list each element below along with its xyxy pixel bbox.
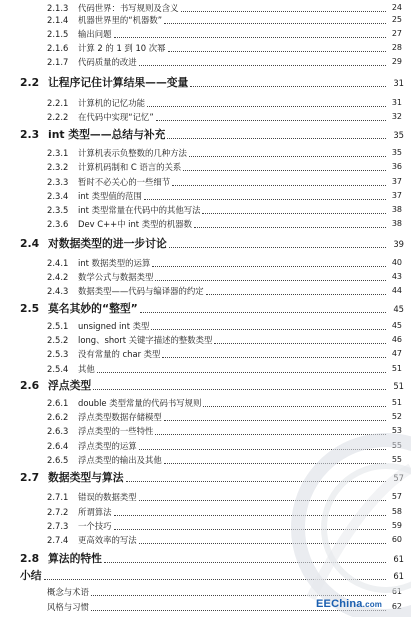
dot-leader (164, 462, 386, 464)
dot-leader (91, 594, 386, 596)
toc-entry-number: 2.4.3 (47, 286, 69, 296)
dot-leader (194, 226, 386, 228)
toc-entry-row (0, 96, 411, 110)
toc-page-number: 31 (393, 78, 404, 88)
toc-page-number: 51 (393, 381, 404, 391)
toc-entry-row (0, 490, 411, 504)
dot-leader (139, 448, 386, 450)
toc-page-number: 53 (391, 426, 402, 435)
toc-page-number: 55 (391, 441, 402, 450)
toc-entry-number: 2.4.1 (47, 258, 69, 268)
dot-leader (168, 50, 386, 52)
toc-entry-title: 计算机表示负整数的几种方法 (78, 148, 187, 158)
toc-section-row (0, 470, 411, 486)
toc-page-number: 40 (391, 258, 402, 267)
toc-page-number: 55 (391, 455, 402, 464)
toc-entry-number: 2.4.2 (47, 272, 69, 282)
toc-entry-title: int 类型值的范围 (78, 191, 142, 201)
toc-page-number: 45 (393, 304, 404, 314)
toc-entry-number: 2.7.1 (47, 492, 69, 502)
dot-leader (162, 356, 386, 358)
toc-page-number: 51 (391, 398, 402, 407)
dot-leader (147, 105, 386, 107)
toc-page-number: 61 (393, 554, 404, 564)
toc-entry-number: 2.1.7 (47, 57, 69, 67)
toc-entry-number: 2.8 (20, 552, 40, 565)
toc-entry-row (0, 519, 411, 533)
toc-entry-number: 2.6.5 (47, 455, 69, 465)
eechina-watermark-logo (316, 598, 382, 610)
toc-entry-row (0, 110, 411, 124)
toc-entry-row (0, 270, 411, 284)
toc-entry-number: 2.5 (20, 302, 40, 315)
toc-entry-title: unsigned int 类型 (78, 321, 150, 331)
toc-entry-row (0, 13, 411, 27)
watermark-brand: EEChina (316, 598, 363, 610)
toc-entry-row (0, 55, 411, 69)
dot-leader (139, 499, 386, 501)
toc-page-number: 60 (391, 535, 402, 544)
toc-entry-row (0, 256, 411, 270)
toc-entry-title: 莫名其妙的“整型” (48, 302, 138, 315)
toc-entry-row (0, 27, 411, 41)
dot-leader (202, 212, 386, 214)
toc-entry-number: 2.5.4 (47, 364, 69, 374)
toc-entry-number: 2.3.6 (47, 219, 69, 229)
toc-entry-title: 计算 2 的 1 到 10 次幂 (78, 43, 166, 53)
toc-entry-title: 暂时不必关心的一些细节 (78, 177, 171, 187)
toc-page-number: 39 (393, 239, 404, 249)
toc-page-number: 58 (391, 507, 402, 516)
dot-leader (167, 137, 386, 139)
toc-entry-title: int 类型常量在代码中的其他写法 (78, 205, 201, 215)
toc-entry-title: 代码质量的改进 (78, 57, 137, 67)
toc-entry-title: 概念与术语 (47, 587, 89, 597)
toc-entry-row (0, 217, 411, 231)
toc-entry-title: 数据类型与算法 (48, 471, 124, 484)
toc-page-number: 59 (391, 521, 402, 530)
toc-page-number: 37 (391, 191, 402, 200)
toc-page-number: 61 (393, 571, 404, 581)
dot-leader (206, 293, 386, 295)
dot-leader (144, 198, 386, 200)
toc-entry-title: 一个技巧 (78, 521, 112, 531)
toc-page-number: 25 (391, 15, 402, 24)
dot-leader (114, 528, 387, 530)
toc-entry-row (0, 505, 411, 519)
toc-entry-title: 算法的特性 (48, 552, 102, 565)
dot-leader (114, 514, 387, 516)
toc-entry-number: 2.1.5 (47, 29, 69, 39)
toc-page-number: 45 (391, 321, 402, 330)
toc-entry-title: 浮点类型的运算 (78, 441, 137, 451)
dot-leader (151, 328, 386, 330)
toc-entry-title: 机器世界里的“机器数” (78, 15, 163, 25)
toc-page-number: 28 (391, 43, 402, 52)
toc-entry-row (0, 319, 411, 333)
toc-page-number: 36 (391, 162, 402, 171)
dot-leader (140, 311, 386, 313)
toc-entry-title: int 数据类型的运算 (78, 258, 151, 268)
toc-entry-row (0, 396, 411, 410)
toc-entry-number: 2.7.3 (47, 521, 69, 531)
toc-entry-title: 其他 (78, 364, 95, 374)
toc-entry-number: 2.5.1 (47, 321, 69, 331)
toc-entry-number: 2.4 (20, 237, 40, 250)
toc-page-number: 38 (391, 205, 402, 214)
toc-entry-number: 2.3.3 (47, 177, 69, 187)
dot-leader (126, 480, 386, 482)
toc-entry-number: 2.3.4 (47, 191, 69, 201)
dot-leader (93, 388, 386, 390)
toc-entry-title: 对数据类型的进一步讨论 (48, 237, 167, 250)
toc-entry-title: 计算机码制和 C 语言的关系 (78, 162, 182, 172)
toc-page-number: 62 (391, 602, 402, 611)
toc-page-number: 43 (391, 272, 402, 281)
toc-section-row (0, 551, 411, 567)
dot-leader (97, 371, 386, 373)
dot-leader (164, 419, 386, 421)
toc-page-number: 31 (391, 98, 402, 107)
toc-section-row (0, 378, 411, 394)
toc-entry-row (0, 453, 411, 467)
dot-leader (114, 36, 387, 38)
dot-leader (164, 22, 386, 24)
toc-page-number: 35 (393, 130, 404, 140)
toc-section-row (0, 127, 411, 143)
toc-page-number: 46 (391, 335, 402, 344)
toc-entry-title: 浮点类型的一些特性 (78, 426, 154, 436)
dot-leader (183, 169, 386, 171)
toc-entry-row (0, 439, 411, 453)
toc-entry-row (0, 410, 411, 424)
toc-page-number: 24 (391, 3, 402, 12)
toc-page-number: 57 (393, 473, 404, 483)
dot-leader (214, 342, 386, 344)
toc-entry-row (0, 424, 411, 438)
toc-entry-title: 浮点类型数据存储模型 (78, 412, 162, 422)
toc-entry-title: 更高效率的写法 (78, 535, 137, 545)
toc-entry-title: 所谓算法 (78, 507, 112, 517)
toc-entry-number: 2.3.5 (47, 205, 69, 215)
toc-entry-title: 小结 (20, 569, 42, 582)
dot-leader (152, 265, 386, 267)
dot-leader (139, 542, 386, 544)
dot-leader (139, 64, 386, 66)
dot-leader (181, 10, 387, 12)
toc-entry-row (0, 160, 411, 174)
toc-entry-title: 风格与习惯 (47, 602, 89, 612)
toc-entry-row (0, 203, 411, 217)
toc-page-number: 61 (391, 587, 402, 596)
toc-entry-title: 没有常量的 char 类型 (78, 349, 161, 359)
toc-entry-number: 2.2.2 (47, 112, 69, 122)
toc-entry-number: 2.7.2 (47, 507, 69, 517)
toc-entry-title: 计算机的记忆功能 (78, 98, 145, 108)
toc-entry-title: 浮点类型 (48, 379, 92, 392)
toc-entry-number: 2.5.2 (47, 335, 69, 345)
toc-page-number: 47 (391, 349, 402, 358)
toc-page-number: 44 (391, 286, 402, 295)
dot-leader (190, 85, 386, 87)
toc-entry-number: 2.7 (20, 471, 40, 484)
toc-entry-title: 浮点类型的输出及其他 (78, 455, 162, 465)
toc-section-row (0, 568, 411, 584)
dot-leader (203, 405, 386, 407)
toc-section-row (0, 236, 411, 252)
toc-entry-title: int 类型——总结与补充 (48, 128, 166, 141)
toc-entry-row (0, 533, 411, 547)
toc-entry-number: 2.6.1 (47, 398, 69, 408)
toc-page-number: 32 (391, 112, 402, 121)
toc-entry-number: 2.2 (20, 76, 40, 89)
toc-page-number: 37 (391, 177, 402, 186)
toc-entry-row (0, 146, 411, 160)
toc-page-number: 38 (391, 219, 402, 228)
toc-entry-title: Dev C++中 int 类型的机器数 (78, 219, 192, 229)
toc-entry-number: 2.6.2 (47, 412, 69, 422)
toc-entry-row (0, 585, 411, 599)
watermark-suffix: .com (362, 600, 383, 609)
toc-section-row (0, 75, 411, 91)
toc-page-number: 52 (391, 412, 402, 421)
toc-entry-row (0, 175, 411, 189)
toc-entry-title: 代码世界：书写规则及含义 (78, 3, 179, 13)
toc-entry-number: 2.3.2 (47, 162, 69, 172)
dot-leader (189, 155, 386, 157)
toc-entry-row (0, 41, 411, 55)
toc-entry-number: 2.6.3 (47, 426, 69, 436)
toc-section-row (0, 301, 411, 317)
toc-entry-number: 2.3 (20, 128, 40, 141)
toc-page-number: 27 (391, 29, 402, 38)
toc-entry-title: double 类型常量的代码书写规则 (78, 398, 202, 408)
toc-entry-title: 错误的数据类型 (78, 492, 137, 502)
dot-leader (104, 561, 386, 563)
toc-entry-title: 在代码中实现“记忆” (78, 112, 154, 122)
toc-entry-title: 数学公式与数据类型 (78, 272, 154, 282)
toc-entry-title: long、short 关键字描述的整数类型 (78, 335, 213, 345)
toc-entry-title: 输出问题 (78, 29, 112, 39)
toc-entry-row (0, 284, 411, 298)
toc-entry-title: 数据类型——代码与编译器的约定 (78, 286, 204, 296)
dot-leader (156, 119, 386, 121)
toc-entry-number: 2.1.6 (47, 43, 69, 53)
toc-entry-row (0, 362, 411, 376)
toc-entry-row (0, 333, 411, 347)
toc-entry-title: 让程序记住计算结果——变量 (48, 76, 189, 89)
dot-leader (172, 184, 386, 186)
toc-entry-number: 2.3.1 (47, 148, 69, 158)
toc-page-number: 29 (391, 57, 402, 66)
toc-entry-number: 2.1.4 (47, 15, 69, 25)
toc-page-number: 35 (391, 148, 402, 157)
dot-leader (155, 279, 386, 281)
dot-leader (155, 433, 386, 435)
toc-entry-number: 2.2.1 (47, 98, 69, 108)
toc-page-number: 51 (391, 364, 402, 373)
toc-page-number: 57 (391, 492, 402, 501)
toc-entry-number: 2.7.4 (47, 535, 69, 545)
dot-leader (44, 578, 386, 580)
toc-entry-row (0, 189, 411, 203)
toc-entry-number: 2.6.4 (47, 441, 69, 451)
dot-leader (169, 246, 386, 248)
toc-entry-number: 2.5.3 (47, 349, 69, 359)
toc-entry-number: 2.6 (20, 379, 40, 392)
toc-entry-number: 2.1.3 (47, 3, 69, 13)
toc-entry-row (0, 347, 411, 361)
